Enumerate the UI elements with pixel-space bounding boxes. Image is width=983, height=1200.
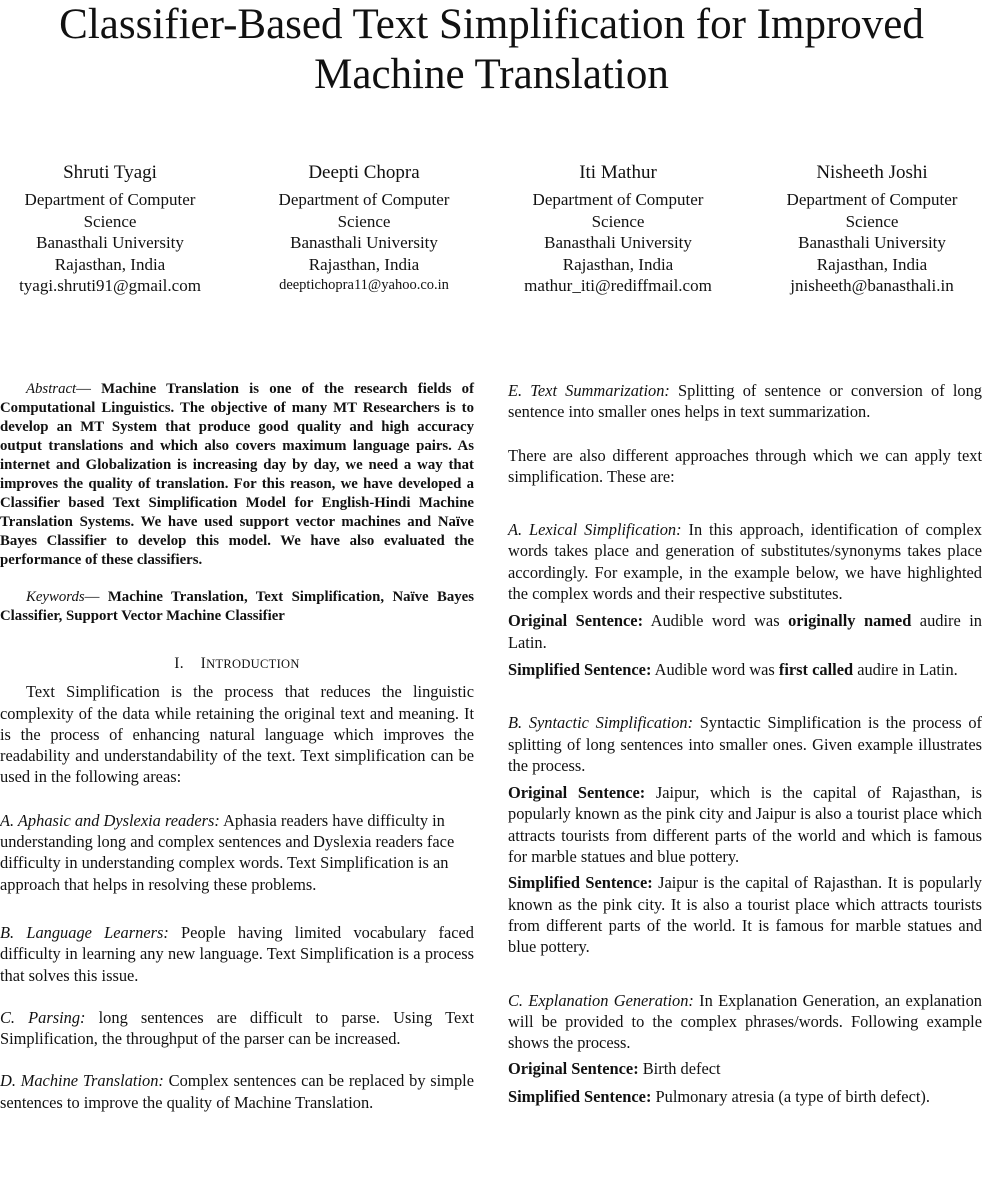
area-text-summarization [508, 380, 982, 423]
lexical-original-pre: Audible word was [643, 611, 789, 631]
abstract-dash: — [76, 381, 102, 397]
explanation-simplified-text: Pulmonary atresia (a type of birth defect). [651, 1086, 930, 1106]
author-email: deeptichopra11@yahoo.co.in [279, 277, 449, 293]
lexical-text: In this approach, identification of complex words takes place and generation of substitutes/synonyms takes place accordingly. For example, in the example below, we have highlighted the complex words and their respective substitutes. [508, 520, 982, 604]
explanation-generation [508, 990, 982, 1054]
area-parsing [0, 1007, 474, 1050]
lexical-heading: A. Lexical Simplification: [508, 520, 682, 540]
section-title-rest: NTRODUCTION [206, 657, 300, 671]
left-column [0, 380, 474, 1113]
lexical-original-post: audire in Latin. [508, 611, 982, 652]
author-block [244, 160, 484, 297]
syntactic-original-text: Jaipur, which is the capital of Rajasthan, is popularly known as the pink city and Jaipur is also a tourist place which attracts tourists from different parts of the world and which is famous for marble statues and blue pottery. [508, 783, 982, 867]
keywords [0, 588, 474, 626]
area-language-learners-text: People having limited vocabulary faced difficulty in learning any new language. Text Simplification is a process that solves this issue. [0, 922, 474, 985]
explanation-text: In Explanation Generation, an explanation will be provided to the complex phrases/words. Following example shows the process. [508, 990, 982, 1053]
area-parsing-text: long sentences are difficult to parse. Using Text Simplification, the throughput of the parser can be increased. [0, 1007, 475, 1049]
lexical-original-highlight: originally named [788, 611, 912, 631]
author-department: Department of Computer [532, 190, 704, 209]
syntactic-simplification [508, 712, 982, 776]
section-title-cap: I [200, 655, 207, 672]
lexical-simplified-post: audire in Latin. [853, 659, 958, 679]
lexical-simplification [508, 519, 982, 604]
author-department: Department of Computer [278, 190, 450, 209]
abstract [0, 380, 474, 570]
area-machine-translation-heading: D. Machine Translation: [0, 1071, 164, 1091]
section-heading-introduction [0, 653, 474, 675]
area-machine-translation-text: Complex sentences can be replaced by simple sentences to improve the quality of Machine Translation. [0, 1071, 474, 1112]
lexical-original-label: Original Sentence: [508, 611, 644, 631]
area-machine-translation [0, 1070, 474, 1113]
author-email: tyagi.shruti91@gmail.com [19, 276, 201, 295]
abstract-label: Abstract [26, 381, 77, 397]
lexical-simplified-pre: Audible word was [651, 659, 779, 679]
author-location: Rajasthan, India [562, 254, 674, 274]
author-name: Nisheeth Joshi [816, 162, 928, 183]
area-parsing-heading: C. Parsing: [0, 1007, 86, 1027]
explanation-simplified-label: Simplified Sentence: [508, 1086, 652, 1106]
intro-paragraph: Text Simplification is the process that reduces the linguistic complexity of the data while retaining the original text and meaning. It is the process of enhancing natural language which improves the readability and understandability of the text. Text simplification can be used in the following areas: [0, 682, 474, 787]
author-block [498, 160, 738, 297]
lexical-simplified-label: Simplified Sentence: [508, 659, 652, 679]
syntactic-simplified-sentence [508, 872, 982, 957]
paper-title-line-2: Machine Translation [314, 51, 669, 98]
author-university: Banasthali University [290, 233, 438, 252]
area-text-summarization-text: Splitting of sentence or conversion of long sentence into smaller ones helps in text summarization. [508, 381, 982, 422]
author-department-cont: Science [83, 211, 137, 231]
paper-title-line-1: Classifier-Based Text Simplification for Improved [59, 1, 924, 48]
author-department-cont: Science [845, 211, 899, 231]
author-department-cont: Science [337, 211, 391, 231]
author-university: Banasthali University [36, 233, 184, 252]
area-aphasic-text: Aphasia readers have difficulty in understanding long and complex sentences and Dyslexia readers face difficulty in understanding complex words. Text Simplification is an approach that helps in resolving these problems. [0, 810, 455, 894]
area-aphasic [0, 810, 474, 895]
area-text-summarization-heading: E. Text Summarization: [508, 381, 670, 400]
area-aphasic-heading: A. Aphasic and Dyslexia readers: [0, 810, 220, 830]
explanation-heading: C. Explanation Generation: [508, 990, 694, 1010]
author-name: Iti Mathur [579, 162, 657, 183]
area-language-learners [0, 922, 474, 986]
explanation-original-text: Birth defect [638, 1059, 721, 1079]
right-column [508, 380, 982, 1107]
keywords-dash: — [84, 589, 108, 605]
area-language-learners-heading: B. Language Learners: [0, 922, 169, 942]
author-department-cont: Science [591, 211, 645, 231]
keywords-text: Machine Translation, Text Simplification, Naïve Bayes Classifier, Support Vector Machine Classifier [0, 589, 474, 624]
syntactic-heading: B. Syntactic Simplification: [508, 713, 694, 733]
explanation-simplified-sentence [508, 1086, 982, 1107]
author-name: Shruti Tyagi [63, 162, 157, 183]
abstract-text: Machine Translation is one of the research fields of Computational Linguistics. The objective of many MT Researchers is to develop an MT System that produce good quality and high accuracy output translations and which also covers maximum language pairs. As internet and Globalization is increasing day by day, we need a way that improves the quality of translation. For this reason, we have developed a Classifier based Text Simplification Model for English-Hindi Machine Translation Systems. We have used support vector machines and Naïve Bayes Classifier to develop this model. We have also evaluated the performance of these classifiers. [0, 381, 474, 568]
paper-title [0, 0, 983, 100]
explanation-original-label: Original Sentence: [508, 1059, 639, 1079]
lexical-original-sentence [508, 610, 982, 653]
author-university: Banasthali University [798, 233, 946, 252]
author-location: Rajasthan, India [816, 254, 928, 274]
approaches-intro: There are also different approaches through which we can apply text simplification. These are: [508, 445, 982, 486]
lexical-simplified-sentence [508, 659, 982, 680]
syntactic-simplified-text: Jaipur is the capital of Rajasthan. It is popularly known as the pink city. It is also a tourist place which attracts tourists from different parts of the world. It is famous for marble statues and blue pottery. [508, 873, 982, 957]
author-name: Deepti Chopra [308, 162, 420, 183]
keywords-label: Keywords [26, 589, 85, 605]
lexical-simplified-highlight: first called [778, 659, 854, 679]
author-email: mathur_iti@rediffmail.com [524, 276, 712, 295]
syntactic-simplified-label: Simplified Sentence: [508, 873, 653, 893]
author-university: Banasthali University [544, 233, 692, 252]
author-location: Rajasthan, India [308, 254, 420, 274]
syntactic-text: Syntactic Simplification is the process of splitting of long sentences into smaller ones. Given example illustrates the process. [508, 713, 982, 775]
section-number: I. [174, 655, 184, 672]
author-department: Department of Computer [786, 190, 958, 209]
explanation-original-sentence [508, 1058, 982, 1079]
author-block [752, 160, 983, 297]
syntactic-original-label: Original Sentence: [508, 783, 646, 803]
syntactic-original-sentence [508, 782, 982, 867]
author-block [0, 160, 230, 297]
author-email: jnisheeth@banasthali.in [790, 276, 954, 295]
author-location: Rajasthan, India [54, 254, 166, 274]
author-department: Department of Computer [24, 190, 196, 209]
